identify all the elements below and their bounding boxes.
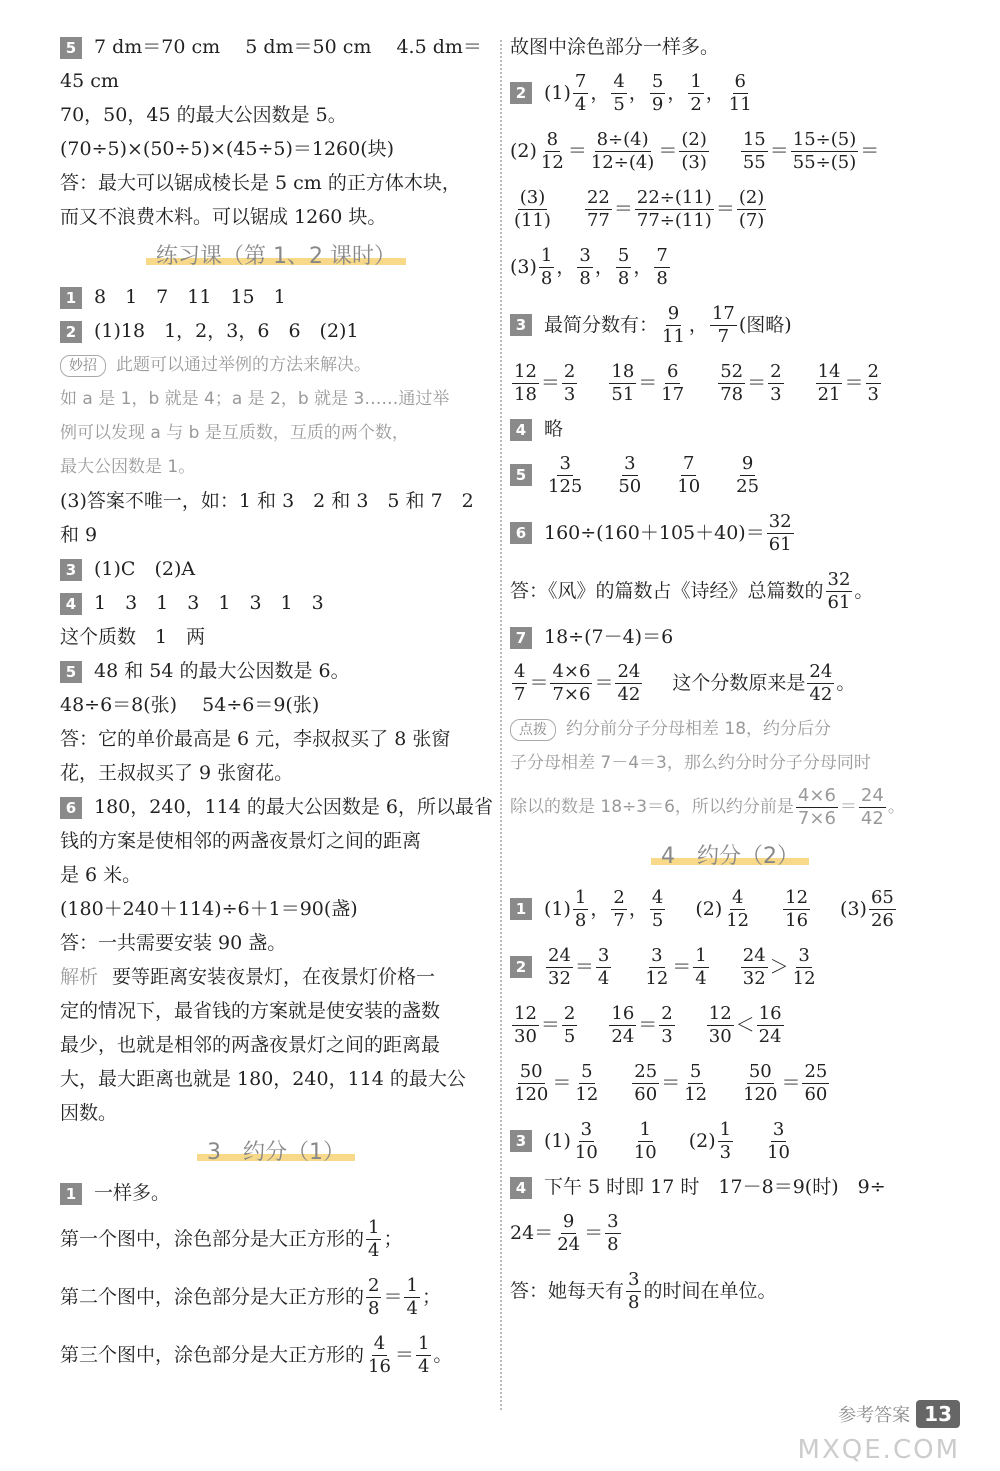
section-title: [60, 1130, 492, 1176]
fraction: $\frac{3}{8}$: [628, 1268, 640, 1313]
fraction: $\frac{2}{5}$: [563, 1002, 576, 1047]
text-line: 70，50，45 的最大公因数是 5。: [60, 104, 347, 126]
text: 略: [544, 418, 564, 440]
q-num: 4: [60, 593, 82, 615]
q2-line: 2 $\frac{24}{32}$ ＝ $\frac{3}{4}$ $\frac{3}{12}$ ＝ $\frac{1}{4}$ $\frac{24}{32}$ ＞ $\frac{3}{12}$: [510, 938, 950, 996]
section-title: [60, 234, 492, 280]
fraction: $\frac{1}{4}$: [368, 1216, 380, 1261]
fraction: $\frac{2}{3}$: [867, 360, 879, 405]
fraction: $\frac{3}{10}$: [767, 1118, 791, 1163]
q-num: 3: [60, 559, 82, 581]
q3-line: [510, 1112, 950, 1170]
fraction: $\frac{25}{60}$: [634, 1060, 658, 1105]
text: (3): [840, 898, 867, 920]
fraction: $\frac{12}{30}$: [514, 1002, 537, 1047]
fraction: $\frac{16}{24}$: [758, 1002, 782, 1047]
q3-line: 3 最简分数有： $\frac{9}{11}$ ， $\frac{17}{7}$ (图略): [510, 296, 950, 354]
fraction: $\frac{1}{4}$: [695, 944, 707, 989]
q-num: 3: [510, 314, 532, 336]
fraction: $\frac{2}{3}$: [661, 1002, 673, 1047]
fraction: $\frac{12}{18}$: [514, 360, 537, 405]
column-divider: [500, 40, 502, 1410]
fraction: $\frac{17}{7}$: [711, 302, 735, 347]
tip-line: 如 a 是 1，b 就是 4；a 是 2，b 就是 3……通过举: [60, 389, 450, 409]
fraction: $\frac{(2)}{(7)}$: [738, 186, 765, 231]
q2-line: [60, 314, 492, 348]
fraction: $\frac{4}{5}$: [651, 886, 664, 931]
text-line: 45 cm: [60, 70, 119, 92]
fraction-line: 24＝ $\frac{9}{24}$ ＝ $\frac{3}{8}$: [510, 1210, 619, 1255]
fraction-line: 第一个图中，涂色部分是大正方形的 $\frac{1}{4}$ ；: [60, 1216, 403, 1261]
q4-line: [60, 586, 492, 620]
fraction: $\frac{15}{55}$: [742, 128, 766, 173]
fraction-line: 第三个图中，涂色部分是大正方形的 $\frac{4}{16}$ ＝ $\frac{1}{4}$ 。: [60, 1332, 453, 1377]
q2-line: 2 (1) $\frac{7}{4}$ ， $\frac{4}{5}$ ， $\frac{5}{9}$ ， $\frac{1}{2}$ ， $\frac{6}{11}$: [510, 64, 950, 122]
fraction: $\frac{65}{26}$: [870, 886, 894, 931]
text-line: 答：最大可以锯成棱长是 5 cm 的正方体木块，: [60, 172, 461, 194]
fraction: $\frac{6}{11}$: [728, 70, 752, 115]
q-num: 5: [510, 464, 532, 486]
text: (1)18 1，2，3，6 6 (2)1: [94, 320, 359, 342]
fraction: $\frac{3}{10}$: [574, 1118, 598, 1163]
q6-line: [60, 790, 492, 824]
fraction-line: $\frac{12}{18}$ ＝ $\frac{2}{3}$ $\frac{18}{51}$ ＝ $\frac{6}{17}$ $\frac{52}{78}$ ＝ $\frac{2}{3}$ $\frac{14}{21}$ ＝ $\frac{2}{3}$: [514, 360, 879, 405]
fraction: $\frac{12}{16}$: [785, 886, 809, 931]
q1-line: [60, 280, 492, 314]
fraction: $\frac{9}{11}$: [662, 302, 685, 347]
text: 7 dm＝70 cm 5 dm＝50 cm 4.5 dm＝: [94, 36, 482, 58]
fraction: $\frac{2}{7}$: [613, 886, 625, 931]
text: 最简分数有：: [544, 314, 659, 336]
fraction: $\frac{5}{8}$: [617, 244, 630, 289]
text-line: 答：一共需要安装 90 盏。: [60, 932, 287, 954]
text: 180，240，114 的最大公因数是 6，所以最省: [94, 796, 493, 818]
text-line: 48÷6＝8(张) 54÷6＝9(张): [60, 694, 320, 716]
text-line: (180＋240＋114)÷6＋1＝90(盏): [60, 898, 358, 920]
q7-line: [510, 620, 950, 654]
q-num: 6: [60, 797, 82, 819]
fraction: $\frac{9}{25}$: [736, 452, 760, 497]
fraction: $\frac{3}{4}$: [597, 944, 610, 989]
q-num: 1: [510, 898, 532, 920]
fraction: $\frac{22\div(11)}{77\div(11)}$: [636, 186, 712, 231]
fraction: $\frac{15\div(5)}{55\div(5)}$: [792, 128, 857, 173]
q-num: 1: [60, 287, 82, 309]
section-title-text: 练习课（第 1、2 课时）: [146, 244, 406, 269]
fraction: $\frac{50}{120}$: [514, 1060, 549, 1105]
text: 18÷(7－4)＝6: [544, 626, 674, 648]
fraction: $\frac{6}{17}$: [661, 360, 685, 405]
fraction: $\frac{4}{16}$: [368, 1332, 391, 1377]
text: (图略): [738, 314, 792, 336]
tip-tag: 点拨: [510, 719, 556, 741]
fraction: $\frac{8\div(4)}{12\div(4)}$: [590, 128, 655, 173]
fraction: $\frac{7}{4}$: [574, 70, 587, 115]
q5-line: [60, 30, 492, 64]
fraction: $\frac{4\times 6}{7\times 6}$: [552, 660, 591, 705]
q1-line: [60, 1176, 492, 1210]
fraction: $\frac{22}{77}$: [586, 186, 610, 231]
fraction: $\frac{1}{8}$: [540, 244, 553, 289]
fraction: $\frac{4}{12}$: [726, 886, 750, 931]
text-line: 故图中涂色部分一样多。: [510, 36, 720, 58]
fraction: $\frac{3}{12}$: [792, 944, 816, 989]
fraction: $\frac{24}{32}$: [548, 944, 571, 989]
text: 8 1 7 11 15 1: [94, 286, 286, 308]
fraction: $\frac{5}{9}$: [651, 70, 664, 115]
analysis-label: 解析: [60, 966, 99, 988]
tip-line: [510, 712, 950, 746]
text: 的时间在单位。: [643, 1280, 777, 1302]
q-num: 6: [510, 522, 532, 544]
text-line: 最少，也就是相邻的两盏夜景灯之间的距离最: [60, 1034, 441, 1056]
q4-line: [510, 412, 950, 446]
fraction: $\frac{7}{8}$: [656, 244, 668, 289]
fraction: $\frac{32}{61}$: [827, 568, 851, 613]
q-num: 4: [510, 419, 532, 441]
fraction: $\frac{(3)}{(11)}$: [514, 186, 551, 231]
text: 下午 5 时即 17 时 17－8＝9(时) 9÷: [544, 1176, 886, 1198]
text-line: 钱的方案是使相邻的两盏夜景灯之间的距离: [60, 830, 422, 852]
text: (2): [688, 1130, 716, 1152]
q4-line: [510, 1170, 950, 1204]
fraction: $\frac{1}{4}$: [406, 1274, 418, 1319]
fraction: $\frac{1}{10}$: [633, 1118, 657, 1163]
fraction: $\frac{24}{32}$: [742, 944, 766, 989]
text: 160÷(160＋105＋40)＝: [544, 522, 765, 544]
fraction-line: $\frac{4}{7}$ ＝ $\frac{4\times 6}{7\times 6}$ ＝ $\frac{24}{42}$ 这个分数原来是 $\frac{24}{42}$ 。: [514, 660, 856, 705]
text: (2): [695, 898, 723, 920]
fraction-line: $\frac{12}{30}$ ＝ $\frac{2}{5}$ $\frac{16}{24}$ ＝ $\frac{2}{3}$ $\frac{12}{30}$ ＜ $\frac{16}{24}$: [514, 1002, 782, 1047]
text: 要等距离安装夜景灯，在夜景灯价格一: [112, 966, 436, 988]
q5-line: [60, 654, 492, 688]
tip-line: [60, 348, 492, 382]
fraction: $\frac{5}{12}$: [684, 1060, 708, 1105]
tip-line: 子分母相差 7－4＝3，那么约分时分子分母同时: [510, 753, 871, 773]
q3-line: [60, 552, 492, 586]
q-num: 1: [60, 1183, 82, 1205]
tip-line: 最大公因数是 1。: [60, 457, 196, 477]
fraction: $\frac{12}{30}$: [708, 1002, 732, 1047]
fraction-line: 答：《风》的篇数占《诗经》总篇数的 $\frac{32}{61}$ 。: [510, 568, 874, 613]
text: 约分前分子分母相差 18，约分后分: [566, 719, 832, 739]
q-num: 2: [510, 956, 532, 978]
fraction: $\frac{8}{12}$: [540, 128, 564, 173]
fraction: $\frac{3}{8}$: [607, 1210, 619, 1255]
analysis-line: [60, 960, 492, 994]
fraction: $\frac{1}{2}$: [690, 70, 702, 115]
section-title: [510, 834, 950, 880]
text-line: 答：它的单价最高是 6 元，李叔叔买了 8 张窗: [60, 728, 451, 750]
section-title-text: 3 约分（1）: [197, 1140, 355, 1165]
fraction: $\frac{32}{61}$: [768, 510, 792, 555]
q-num: 4: [510, 1177, 532, 1199]
tip-tag: 妙招: [60, 355, 106, 377]
fraction: $\frac{14}{21}$: [817, 360, 841, 405]
fraction: $\frac{50}{120}$: [743, 1060, 778, 1105]
text: 第二个图中，涂色部分是大正方形的: [60, 1286, 365, 1308]
q-num: 7: [510, 627, 532, 649]
q-num: 2: [60, 321, 82, 343]
fraction: $\frac{4}{7}$: [514, 660, 526, 705]
q-num: 3: [510, 1130, 532, 1152]
text: 除以的数是 18÷3＝6，所以约分前是: [510, 797, 794, 817]
fraction-line: $\frac{(3)}{(11)}$ $\frac{22}{77}$ ＝ $\frac{22\div(11)}{77\div(11)}$ ＝ $\frac{(2)}{(7)}$: [514, 186, 765, 231]
fraction: $\frac{3}{12}$: [645, 944, 669, 989]
fraction-line: (2) $\frac{8}{12}$ ＝ $\frac{8\div(4)}{12\div(4)}$ ＝ $\frac{(2)}{(3)}$ $\frac{15}{55}$ ＝ $\frac{15\div(5)}{55\div(5)}$ ＝: [510, 128, 880, 173]
fraction: $\frac{2}{3}$: [770, 360, 782, 405]
text: 这个分数原来是: [672, 672, 806, 694]
q-num: 5: [60, 37, 82, 59]
text-line: 花，王叔叔买了 9 张窗花。: [60, 762, 294, 784]
fraction: $\frac{24}{42}$: [860, 784, 884, 829]
text: (1): [544, 1130, 571, 1152]
fraction: $\frac{25}{60}$: [804, 1060, 828, 1105]
q5-line: [510, 446, 950, 504]
footer-ref: 参考答案: [838, 1405, 911, 1426]
page-footer: [838, 1400, 960, 1428]
text: (3): [510, 256, 537, 278]
fraction: $\frac{3}{8}$: [579, 244, 591, 289]
text: 48 和 54 的最大公因数是 6。: [94, 660, 350, 682]
q-num: 2: [510, 82, 532, 104]
tip-line: 除以的数是 18÷3＝6，所以约分前是 $\frac{4\times 6}{7\times 6}$ ＝ $\frac{24}{42}$ 。: [510, 784, 905, 829]
q-num: 5: [60, 661, 82, 683]
fraction: $\frac{4}{5}$: [613, 70, 625, 115]
watermark: MXQE.COM: [797, 1435, 960, 1465]
fraction: $\frac{4\times 6}{7\times 6}$: [797, 784, 836, 829]
right-column: [510, 30, 950, 1320]
q1-line: 1 (1) $\frac{1}{8}$ ， $\frac{2}{7}$ ， $\frac{4}{5}$ (2) $\frac{4}{12}$ $\frac{12}{16}$ (3) $\frac{65}{26}$: [510, 880, 950, 938]
text: 1 3 1 3 1 3 1 3: [94, 592, 324, 614]
page-number: 13: [916, 1400, 960, 1428]
fraction: $\frac{1}{8}$: [574, 886, 587, 931]
text-line: (70÷5)×(50÷5)×(45÷5)＝1260(块): [60, 138, 395, 160]
fraction: $\frac{52}{78}$: [720, 360, 744, 405]
q6-line: [510, 504, 950, 562]
section-title-text: 4 约分（2）: [651, 844, 809, 869]
fraction: $\frac{3}{125}$: [548, 452, 583, 497]
fraction: $\frac{24}{42}$: [617, 660, 641, 705]
text-line: 定的情况下，最省钱的方案就是使安装的盏数: [60, 1000, 441, 1022]
text-line: 而又不浪费木料。可以锯成 1260 块。: [60, 206, 387, 228]
text-line: 和 9: [60, 524, 98, 546]
text: 一样多。: [94, 1182, 171, 1204]
fraction-line: (3) $\frac{1}{8}$ ， $\frac{3}{8}$ ， $\frac{5}{8}$ ， $\frac{7}{8}$: [510, 244, 668, 289]
fraction-line: [510, 1262, 950, 1320]
text: 第三个图中，涂色部分是大正方形的: [60, 1344, 365, 1366]
text-line: (3)答案不唯一，如：1 和 3 2 和 3 5 和 7 2: [60, 490, 474, 512]
fraction: $\frac{5}{12}$: [575, 1060, 599, 1105]
fraction: $\frac{1}{3}$: [719, 1118, 732, 1163]
fraction: $\frac{24}{42}$: [809, 660, 833, 705]
left-column: [60, 30, 492, 1384]
fraction: $\frac{1}{4}$: [417, 1332, 430, 1377]
fraction-line: $\frac{50}{120}$ ＝ $\frac{5}{12}$ $\frac{25}{60}$ ＝ $\frac{5}{12}$ $\frac{50}{120}$ ＝ $\frac{25}{60}$: [514, 1060, 828, 1105]
fraction: $\frac{3}{50}$: [618, 452, 642, 497]
fraction: $\frac{18}{51}$: [611, 360, 635, 405]
text: (1)C (2)A: [94, 558, 196, 580]
fraction: $\frac{2}{8}$: [368, 1274, 380, 1319]
text: (1): [544, 898, 571, 920]
tip-line: 例可以发现 a 与 b 是互质数，互质的两个数，: [60, 423, 409, 443]
fraction: $\frac{(2)}{(3)}$: [681, 128, 707, 173]
fraction: $\frac{16}{24}$: [611, 1002, 635, 1047]
text: 此题可以通过举例的方法来解决。: [116, 355, 371, 375]
fraction: $\frac{2}{3}$: [563, 360, 576, 405]
fraction: $\frac{9}{24}$: [557, 1210, 581, 1255]
fraction-line: 第二个图中，涂色部分是大正方形的 $\frac{2}{8}$ ＝ $\frac{1}{4}$ ；: [60, 1274, 441, 1319]
text-line: 是 6 米。: [60, 864, 142, 886]
text: 答：《风》的篇数占《诗经》总篇数的: [510, 580, 824, 602]
text-line: 大，最大距离也就是 180，240，114 的最大公: [60, 1068, 466, 1090]
text-line: 这个质数 1 两: [60, 626, 206, 648]
text: 第一个图中，涂色部分是大正方形的: [60, 1228, 365, 1250]
text-line: 因数。: [60, 1102, 118, 1124]
text: 答：她每天有: [510, 1280, 625, 1302]
fraction: $\frac{7}{10}$: [677, 452, 701, 497]
